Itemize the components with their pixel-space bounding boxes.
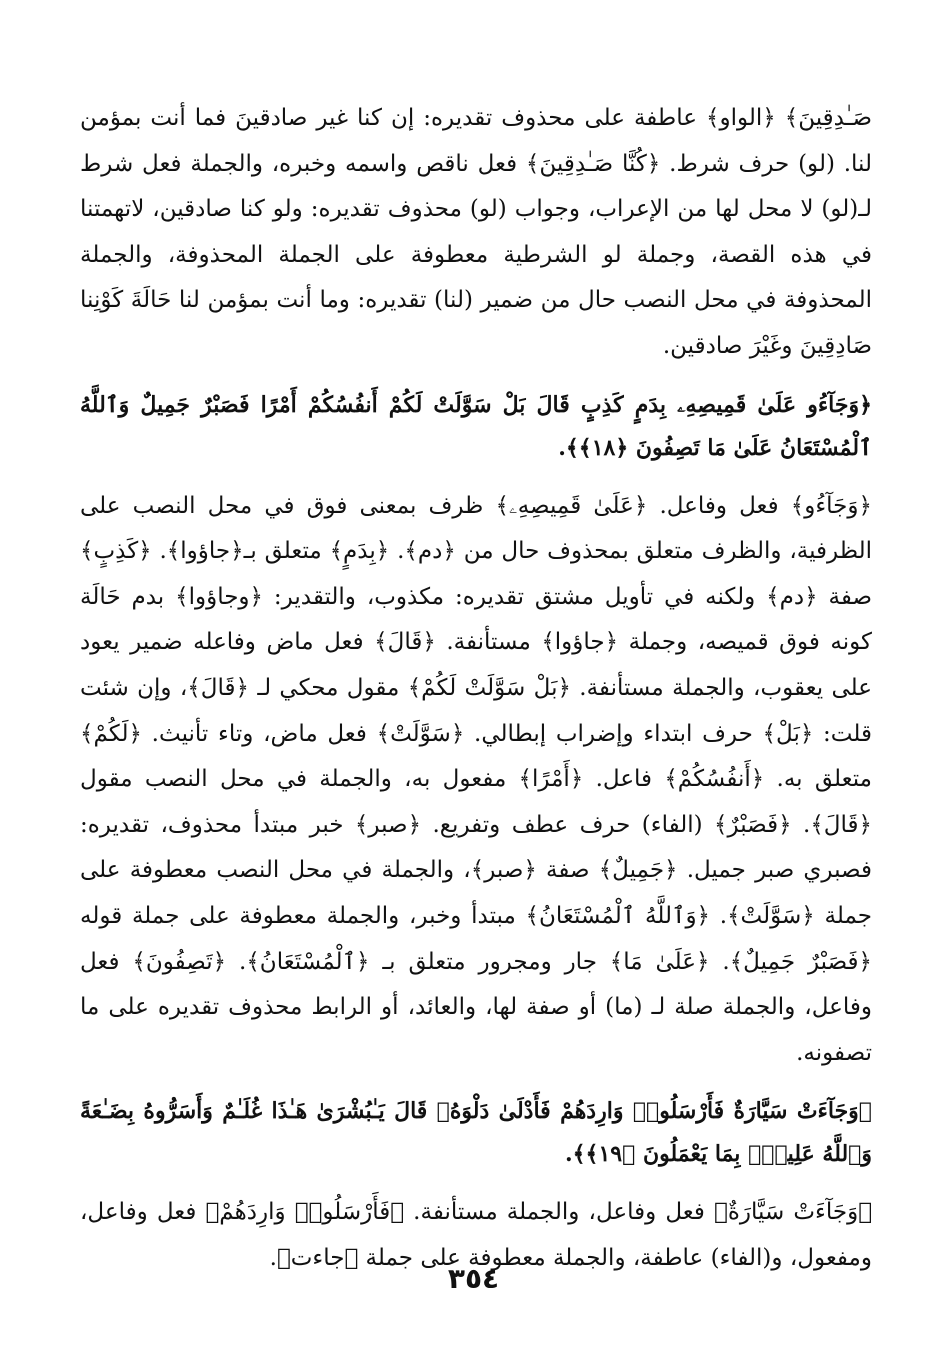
- page-body: [80, 96, 872, 1281]
- spacer: [80, 1176, 872, 1190]
- spacer: [80, 370, 872, 384]
- page-number: ٣٥٤: [447, 1262, 500, 1295]
- paragraph-commentary-2: ﴿وَجَآءُو﴾ فعل وفاعل. ﴿عَلَىٰ قَمِيصِهِۦ﴾ ظرف بمعنى فوق في محل النصب على الظرفية، والظرف متعلق بمحذوف حال من ﴿دم﴾. ﴿بِدَمٍ﴾ متعلق بـ﴿جاؤوا﴾. ﴿كَذِبٍ﴾ صفة ﴿دم﴾ ولكنه في تأويل مشتق تقديره: مكذوب، والتقدير: ﴿وجاؤوا﴾ بدم حَالَة كونه فوق قميصه، وجملة ﴿جاؤوا﴾ مستأنفة. ﴿قَالَ﴾ فعل ماض وفاعله ضمير يعود على يعقوب، والجملة مستأنفة. ﴿بَلْ سَوَّلَتْ لَكُمْ﴾ مقول محكي لـ ﴿قَالَ﴾، وإن شئت قلت: ﴿بَلْ﴾ حرف ابتداء وإضراب إبطالي. ﴿سَوَّلَتْ﴾ فعل ماض، وتاء تأنيث. ﴿لَكُمْ﴾ متعلق به. ﴿أَنفُسُكُمْ﴾ فاعل. ﴿أَمْرًا﴾ مفعول به، والجملة في محل النصب مقول ﴿قَالَ﴾. ﴿فَصَبْرٌ﴾ (الفاء) حرف عطف وتفريع. ﴿صبر﴾ خبر مبتدأ محذوف، تقديره: فصبري صبر جميل. ﴿جَمِيلٌ﴾ صفة ﴿صبر﴾، والجملة في محل النصب معطوفة على جملة ﴿سَوَّلَتْ﴾. ﴿وَٱللَّهُ ٱلْمُسْتَعَانُ﴾ مبتدأ وخبر، والجملة معطوفة على جملة قوله ﴿فَصَبْرٌ جَمِيلٌ﴾. ﴿عَلَىٰ مَا﴾ جار ومجرور متعلق بـ ﴿ٱلْمُسْتَعَانُ﴾. ﴿تَصِفُونَ﴾ فعل وفاعل، والجملة صلة لـ (ما) أو صفة لها، والعائد، أو الرابط محذوف تقديره على ما تصفونه.: [80, 492, 872, 1066]
- quran-verse-19: ﴿وَجَآءَتْ سَيَّارَةٌ فَأَرْسَلُوا۟ وَارِدَهُمْ فَأَدْلَىٰ دَلْوَهُۥ قَالَ يَـٰبُشْرَىٰ هَـٰذَا غُلَـٰمٌ وَأَسَرُّوهُ بِضَـٰعَةً وَٱللَّهُ عَلِيمٌۢ بِمَا يَعْمَلُونَ ﴿١٩﴾﴾.: [80, 1098, 872, 1168]
- quran-verse-18: ﴿وَجَآءُو عَلَىٰ قَمِيصِهِۦ بِدَمٍ كَذِبٍ قَالَ بَلْ سَوَّلَتْ لَكُمْ أَنفُسُكُمْ أَمْرًا فَصَبْرٌ جَمِيلٌ وَٱللَّهُ ٱلْمُسْتَعَانُ عَلَىٰ مَا تَصِفُونَ ﴿١٨﴾﴾.: [80, 391, 872, 461]
- spacer: [80, 470, 872, 484]
- spacer: [80, 1076, 872, 1090]
- paragraph-commentary-3: ﴿وَجَآءَتْ سَيَّارَةٌ﴾ فعل وفاعل، والجملة مستأنفة. ﴿فَأَرْسَلُوا۟ وَارِدَهُمْ﴾ فعل وفاعل، ومفعول، و(الفاء) عاطفة، والجملة معطوفة على جملة ﴿جاءت﴾.: [80, 1199, 872, 1271]
- paragraph-commentary-1: صَـٰدِقِينَ﴾ ﴿الواو﴾ عاطفة على محذوف تقديره: إن كنا غير صادقينَ فما أنت بمؤمن لنا. (لو) حرف شرط. ﴿كُنَّا صَـٰدِقِينَ﴾ فعل ناقص واسمه وخبره، والجملة فعل شرط لـ(لو) لا محل لها من الإعراب، وجواب (لو) محذوف تقديره: ولو كنا صادقين، لاتهمتنا في هذه القصة، وجملة لو الشرطية معطوفة على الجملة المحذوفة، والجملة المحذوفة في محل النصب حال من ضمير (لنا) تقديره: وما أنت بمؤمن لنا حَالَةَ كَوْنِنا صَادِقِينَ وغَيْرَ صادقين.: [80, 105, 872, 359]
